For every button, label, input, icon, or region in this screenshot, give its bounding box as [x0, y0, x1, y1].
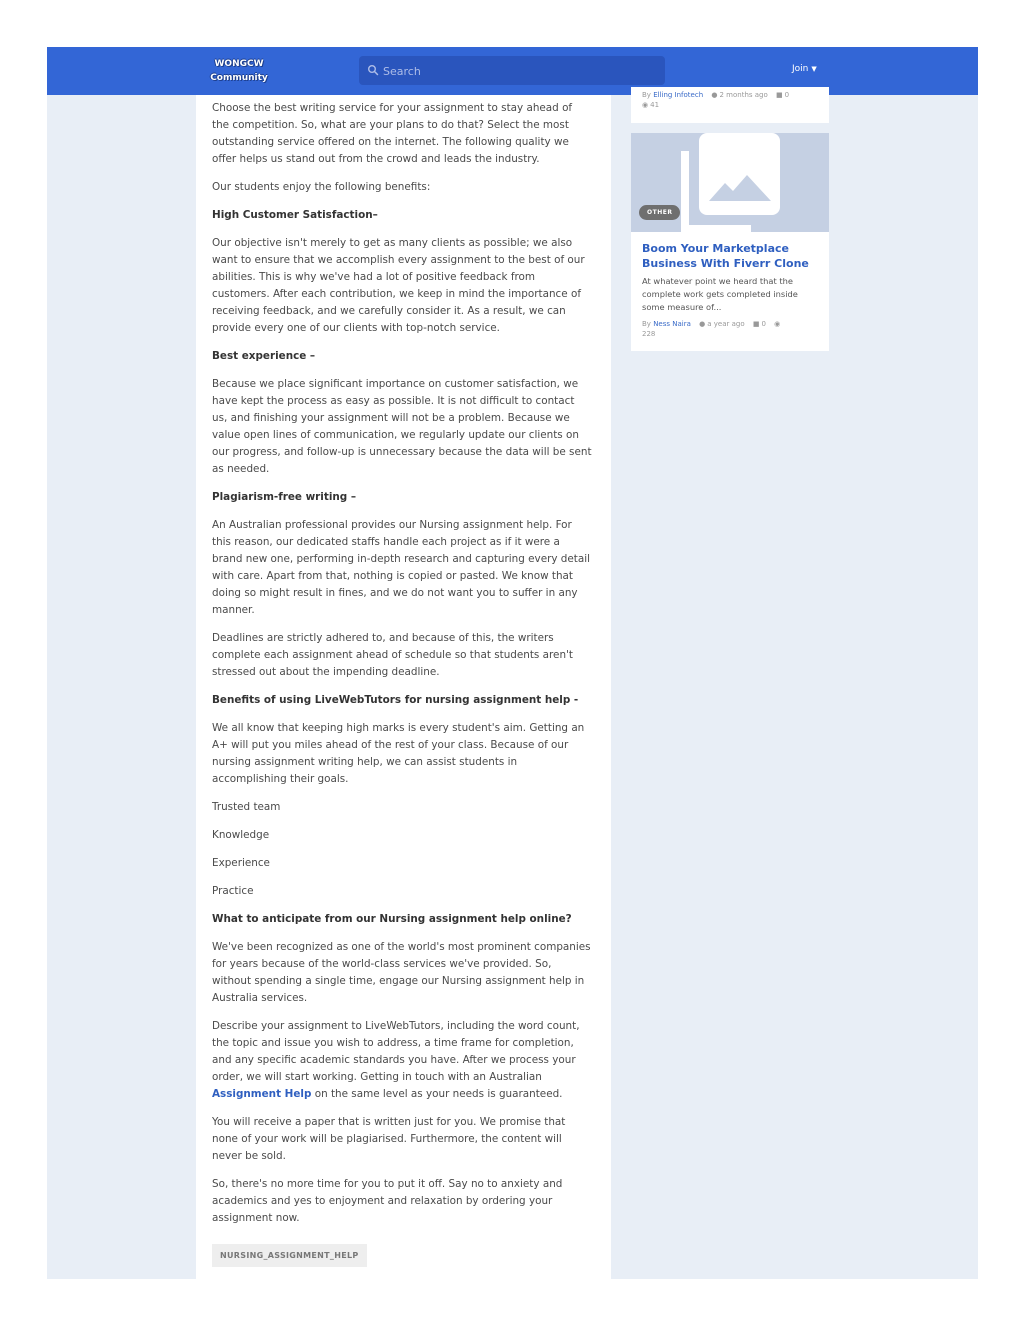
search-icon — [367, 64, 379, 76]
assignment-help-link[interactable]: Assignment Help — [212, 1088, 312, 1100]
category-badge[interactable]: OTHER — [639, 205, 680, 220]
search-input[interactable] — [381, 56, 665, 87]
comment-count: 0 — [761, 320, 766, 328]
post-time: 2 months ago — [719, 91, 768, 99]
join-label: Join — [792, 64, 809, 74]
caret-down-icon: ▼ — [811, 65, 817, 73]
section-heading: What to anticipate from our Nursing assignment help online? — [212, 913, 572, 925]
author-link[interactable]: Elling Infotech — [653, 91, 704, 99]
page-canvas — [47, 47, 978, 1279]
section-heading: Benefits of using LiveWebTutors for nursing assignment help - — [212, 694, 579, 706]
paragraph: We've been recognized as one of the world's most prominent companies for years because of the world-class services we've provided. So, without spending a single time, engage our Nursing assignment help in Australia services. — [212, 941, 591, 1004]
join-dropdown[interactable] — [792, 64, 817, 74]
sidebar-card-previous[interactable] — [631, 87, 829, 123]
paragraph: So, there's no more time for you to put it off. Say no to anxiety and academics and yes to enjoyment and relaxation by ordering your assignment now. — [212, 1178, 563, 1224]
brand-line-2: Community — [210, 73, 268, 83]
list-item: Trusted team — [212, 801, 281, 813]
post-meta — [642, 90, 822, 110]
comments-icon: ■ — [776, 91, 783, 99]
comment-count: 0 — [784, 91, 790, 99]
tag-badge[interactable]: NURSING_ASSIGNMENT_HELP — [212, 1244, 367, 1267]
post-title-link[interactable]: Boom Your Marketplace Business With Fiverr Clone — [642, 242, 809, 270]
by-label: By — [642, 91, 651, 99]
paragraph: You will receive a paper that is written just for you. We promise that none of your work will be plagiarised. Furthermore, the content will never be sold. — [212, 1116, 566, 1162]
list-item: Practice — [212, 885, 254, 897]
brand-logo[interactable] — [209, 57, 269, 85]
article-content — [212, 100, 592, 1267]
eye-icon: ◉ — [642, 101, 649, 109]
post-thumbnail[interactable] — [631, 133, 829, 232]
view-count: 228 — [642, 330, 656, 338]
paragraph: Our objective isn't merely to get as many clients as possible; we also want to ensure that we accomplish every assignment to the best of our abilities. This is why we've had a lot of positive feedback from customers. After each contribution, we keep in mind the importance of receiving feedback, and we carefully consider it. As a result, we can provide every one of our clients with top-notch service. — [212, 237, 585, 334]
author-link[interactable]: Ness Naira — [653, 320, 691, 328]
list-item: Experience — [212, 857, 270, 869]
view-count: 41 — [650, 101, 660, 109]
list-item: Knowledge — [212, 829, 270, 841]
clock-icon: ● — [699, 320, 706, 328]
paragraph-text: Describe your assignment to LiveWebTutors, including the word count, the topic and issue you wish to address, a time frame for completion, and any specific academic standards you have. After we process your order, we will start working. Getting in touch with an Australian — [212, 1020, 580, 1083]
search-box[interactable] — [359, 56, 665, 85]
eye-icon: ◉ — [774, 320, 781, 328]
paragraph-text: on the same level as your needs is guaranteed. — [311, 1088, 563, 1100]
article-body — [196, 95, 611, 1279]
paragraph-with-link — [212, 1018, 592, 1103]
brand-line-1: WONGCW — [214, 59, 264, 69]
post-time: a year ago — [707, 320, 745, 328]
post-excerpt: At whatever point we heard that the complete work gets completed inside some measure of... — [642, 276, 798, 312]
paragraph: Choose the best writing service for your assignment to stay ahead of the competition. So, what are your plans to do that? Select the most outstanding service offered on the internet. The following quality we offer helps us stand out from the crowd and leads the industry. — [212, 102, 573, 165]
by-label: By — [642, 320, 651, 328]
comments-icon: ■ — [752, 320, 760, 328]
sidebar-post-card[interactable] — [631, 133, 829, 351]
post-meta — [642, 319, 822, 339]
paragraph: An Australian professional provides our Nursing assignment help. For this reason, our dedicated staffs handle each project as if it were a brand new one, performing in-depth research and capturing every detail with care. Apart from that, nothing is copied or pasted. We know that doing so might result in fines, and we do not want you to suffer in any manner. — [212, 519, 591, 616]
top-navbar — [47, 47, 978, 95]
paragraph: Our students enjoy the following benefits: — [212, 181, 431, 193]
paragraph: Because we place significant importance on customer satisfaction, we have kept the process as easy as possible. It is not difficult to contact us, and finishing your assignment will not be a problem. Because we value open lines of communication, we regularly update our clients on our progress, and follow-up is unnecessary because the data will be sent as needed. — [212, 378, 592, 475]
section-heading: Plagiarism-free writing – — [212, 491, 357, 503]
section-heading: High Customer Satisfaction– — [212, 209, 378, 221]
section-heading: Best experience – — [212, 350, 316, 362]
paragraph: We all know that keeping high marks is every student's aim. Getting an A+ will put you miles ahead of the rest of your class. Because of our nursing assignment writing help, we can assist students in accomplishing their goals. — [212, 722, 585, 785]
paragraph: Deadlines are strictly adhered to, and because of this, the writers complete each assignment ahead of schedule so that students aren't stressed out about the impending deadline. — [212, 632, 573, 678]
clock-icon: ● — [711, 91, 718, 99]
